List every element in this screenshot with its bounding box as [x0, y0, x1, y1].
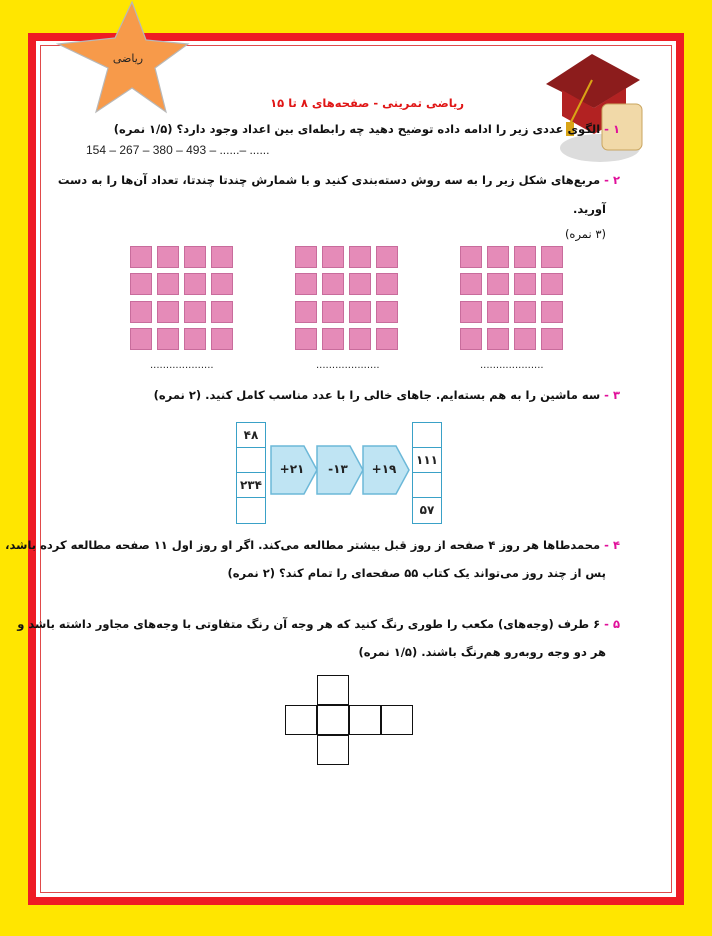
- square-grid-right: [458, 244, 566, 352]
- answer-blank: ....................: [316, 360, 380, 371]
- badge-label: ریاضی: [112, 52, 144, 65]
- question-5-line-2: هر دو وجه روبه‌رو هم‌رنگ باشند. (۱/۵ نمره): [358, 645, 606, 659]
- question-number: ۳: [612, 388, 620, 402]
- cube-face: [285, 705, 317, 735]
- question-text: الگوی عددی زیر را ادامه داده توضیح دهید چه رابطه‌ای بین اعداد وجود دارد؟ (۱/۵ نمره): [113, 122, 601, 136]
- column-cell: ۲۳۴: [237, 473, 265, 498]
- column-cell: [413, 423, 441, 448]
- answer-blank: ....................: [480, 360, 544, 371]
- question-text: مربع‌های شکل زیر را به سه روش دسته‌بندی کنید و با شمارش چندتا چندتا، تعداد آن‌ها را به دست: [57, 173, 601, 187]
- machine-label: -۱۳: [328, 462, 348, 476]
- question-2-score: (۳ نمره): [564, 227, 606, 241]
- question-2: ۲ - مربع‌های شکل زیر را به سه روش دسته‌بندی کنید و با شمارش چندتا چندتا، تعداد آن‌ها را به دست: [57, 173, 620, 187]
- question-1: ۱ - الگوی عددی زیر را ادامه داده توضیح دهید چه رابطه‌ای بین اعداد وجود دارد؟ (۱/۵ نمره): [113, 122, 620, 136]
- number-sequence: 154 – 267 – 380 – 493 – ......– ......: [86, 143, 270, 157]
- column-cell: [413, 473, 441, 498]
- cube-face: [317, 705, 349, 735]
- question-4-line-2: پس از چند روز می‌تواند یک کتاب ۵۵ صفحه‌ای را تمام کند؟ (۲ نمره): [227, 566, 606, 580]
- graduation-cap-icon: [542, 44, 646, 166]
- output-column: [412, 422, 442, 524]
- question-3: ۳ - سه ماشین را به هم بسته‌ایم. جاهای خالی را با عدد مناسب کامل کنید. (۲ نمره): [153, 388, 620, 402]
- question-number: ۴: [612, 538, 620, 552]
- question-number: ۱: [612, 122, 620, 136]
- question-number: ۵: [612, 617, 620, 631]
- question-2-line-2: آورید.: [572, 202, 606, 216]
- cube-face: [317, 735, 349, 765]
- square-grid-left: [128, 244, 236, 352]
- answer-blank: ....................: [150, 360, 214, 371]
- column-cell: ۱۱۱: [413, 448, 441, 473]
- column-cell: ۴۸: [237, 423, 265, 448]
- column-cell: ۵۷: [419, 503, 435, 517]
- question-4: ۴ - محمدطاها هر روز ۴ صفحه از روز قبل بیشتر مطالعه می‌کند. اگر او روز اول ۱۱ صفحه مطالعه کرده باشد،: [5, 538, 620, 552]
- column-cell: [237, 498, 265, 523]
- question-number: ۲: [612, 173, 620, 187]
- input-column: [236, 422, 266, 524]
- cube-face: [381, 705, 413, 735]
- cube-face: [349, 705, 381, 735]
- question-5: ۵ - ۶ طرف (وجه‌های) مکعب را طوری رنگ کنید که هر وجه آن رنگ متفاوتی با وجه‌های مجاور داشته باشد و: [17, 617, 620, 631]
- machine-label: +۲۱: [279, 462, 305, 476]
- machine-label: +۱۹: [371, 462, 397, 476]
- question-text: سه ماشین را به هم بسته‌ایم. جاهای خالی را با عدد مناسب کامل کنید. (۲ نمره): [153, 388, 601, 402]
- page-title: ریاضی تمرینی - صفحه‌های ۸ تا ۱۵: [270, 96, 464, 110]
- question-text: محمدطاها هر روز ۴ صفحه از روز قبل بیشتر مطالعه می‌کند. اگر او روز اول ۱۱ صفحه مطالعه کرده باشد،: [5, 538, 601, 552]
- square-grid-middle: [293, 244, 401, 352]
- question-text: ۶ طرف (وجه‌های) مکعب را طوری رنگ کنید که هر وجه آن رنگ متفاوتی با وجه‌های مجاور داشته باشد و: [17, 617, 601, 631]
- column-cell: [237, 448, 265, 473]
- cube-face: [317, 675, 349, 705]
